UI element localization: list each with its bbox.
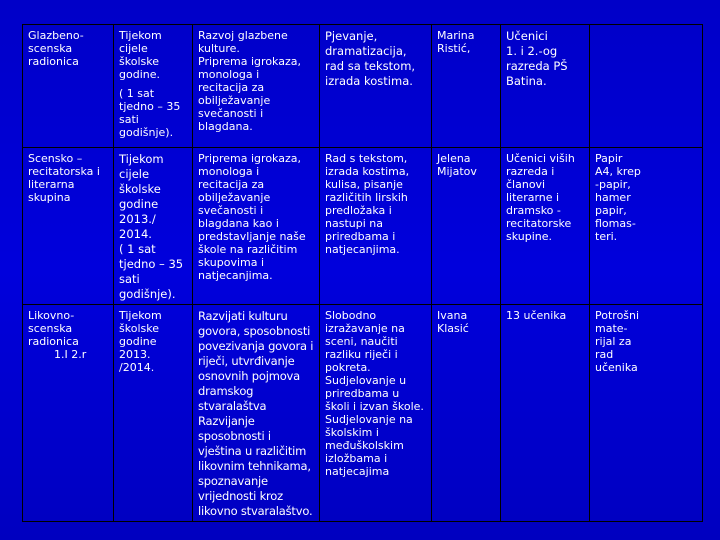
cell-text-line: školske bbox=[119, 322, 159, 335]
cell-text-line: osnovnih pojmova bbox=[198, 369, 301, 383]
cell-text-line: Razvoj glazbene bbox=[198, 29, 288, 42]
cell-text-line: sati bbox=[119, 272, 140, 286]
cell-text-line: /2014. bbox=[119, 361, 155, 374]
cell-text-line: godine bbox=[119, 335, 157, 348]
cell-activity bbox=[23, 148, 114, 305]
cell-text-line: Klasić bbox=[437, 322, 469, 335]
cell-text-line: Priprema igrokaza, bbox=[198, 55, 301, 68]
cell-text-line: svečanosti i bbox=[198, 107, 264, 120]
cell-text-line: Glazbeno- bbox=[28, 29, 84, 42]
cell-text-line: razreda PŠ bbox=[506, 59, 568, 73]
cell-text-line: Batina. bbox=[506, 74, 547, 88]
cell-text-line: kulture. bbox=[198, 42, 240, 55]
cell-text-line: Rad s tekstom, bbox=[325, 152, 408, 165]
cell-text-line: članovi bbox=[506, 178, 546, 191]
cell-text-line: učenika bbox=[595, 361, 638, 374]
cell-activity bbox=[23, 25, 114, 148]
activities-table bbox=[22, 24, 703, 522]
cell-text-line: rad bbox=[595, 348, 614, 361]
table-row bbox=[23, 148, 703, 305]
cell-text-line: Scensko – bbox=[28, 152, 83, 165]
cell-text-line: -papir, bbox=[595, 178, 631, 191]
cell-method bbox=[320, 25, 432, 148]
cell-text-line: 2013. bbox=[119, 348, 151, 361]
cell-text-line: monologa i bbox=[198, 68, 260, 81]
cell-text-line: Priprema igrokaza, bbox=[198, 152, 301, 165]
cell-time bbox=[114, 305, 193, 522]
cell-teacher bbox=[432, 25, 501, 148]
cell-text-line: sceni, naučiti bbox=[325, 335, 398, 348]
cell-text-line: cijele bbox=[119, 42, 148, 55]
cell-text-line: predstavljanje naše bbox=[198, 230, 306, 243]
cell-text-line: godine bbox=[119, 197, 159, 211]
cell-text-line: izložbama i bbox=[325, 452, 388, 465]
cell-text-line: izrada kostima. bbox=[325, 74, 413, 88]
cell-text-line: Pjevanje, bbox=[325, 29, 378, 43]
cell-text-line: cijele bbox=[119, 167, 150, 181]
cell-time bbox=[114, 25, 193, 148]
cell-text-line: škole na različitim bbox=[198, 243, 298, 256]
cell-text-line: Učenici viših bbox=[506, 152, 575, 165]
cell-text-line: flomas- bbox=[595, 217, 636, 230]
cell-materials bbox=[590, 148, 703, 305]
cell-text-line: razliku riječi i bbox=[325, 348, 398, 361]
cell-text-line: spoznavanje bbox=[198, 474, 268, 488]
cell-text-line: mate- bbox=[595, 322, 628, 335]
cell-text-line: scenska bbox=[28, 322, 73, 335]
cell-text-line: ( 1 sat bbox=[119, 242, 156, 256]
cell-text-line: ( 1 sat bbox=[119, 87, 155, 100]
cell-text-line: stvaralaštva bbox=[198, 399, 267, 413]
cell-participants bbox=[501, 148, 590, 305]
cell-text-line: obilježavanje bbox=[198, 191, 271, 204]
cell-text-line: dramatizacija, bbox=[325, 44, 407, 58]
cell-goals bbox=[193, 305, 320, 522]
cell-text-line: Potrošni bbox=[595, 309, 640, 322]
cell-text-line: monologa i bbox=[198, 165, 260, 178]
cell-text-line: povezivanja govora i bbox=[198, 339, 314, 353]
cell-teacher bbox=[432, 148, 501, 305]
cell-text-line: literarna bbox=[28, 178, 75, 191]
cell-text-line: riječi, utvrđivanje bbox=[198, 354, 295, 368]
cell-text-line: školskim i bbox=[325, 426, 379, 439]
cell-text-line: 13 učenika bbox=[506, 309, 567, 322]
cell-text-line: recitatorske bbox=[506, 217, 572, 230]
cell-text-line: 2014. bbox=[119, 227, 152, 241]
cell-text-line: natjecajima bbox=[325, 465, 390, 478]
cell-text-line: scenska bbox=[28, 42, 73, 55]
cell-text-line: dramskog bbox=[198, 384, 254, 398]
cell-text-line: Jelena bbox=[437, 152, 471, 165]
cell-text-line: priredbama u bbox=[325, 387, 400, 400]
cell-text-line: Papir bbox=[595, 152, 623, 165]
cell-text-line: 2013./ bbox=[119, 212, 156, 226]
cell-text-line: recitacija za bbox=[198, 81, 265, 94]
cell-text-line: blagdana. bbox=[198, 120, 253, 133]
cell-text-line: Mijatov bbox=[437, 165, 477, 178]
cell-materials bbox=[590, 305, 703, 522]
cell-participants bbox=[501, 305, 590, 522]
cell-goals bbox=[193, 25, 320, 148]
cell-text-line: papir, bbox=[595, 204, 627, 217]
cell-participants bbox=[501, 25, 590, 148]
cell-text-line: svečanosti i bbox=[198, 204, 264, 217]
cell-text-line: natjecanjima. bbox=[198, 269, 273, 282]
cell-text-line: A4, krep bbox=[595, 165, 641, 178]
cell-text-line: radionica bbox=[28, 335, 79, 348]
cell-text-line: Sudjelovanje na bbox=[325, 413, 413, 426]
cell-text-line: rad sa tekstom, bbox=[325, 59, 416, 73]
cell-text-line: školske bbox=[119, 55, 159, 68]
cell-text-line: sati bbox=[119, 113, 139, 126]
cell-activity bbox=[23, 305, 114, 522]
cell-text-line: sposobnosti i bbox=[198, 429, 271, 443]
cell-text-line: rijal za bbox=[595, 335, 632, 348]
cell-text-line: skupovima i bbox=[198, 256, 265, 269]
cell-text-line: Tijekom bbox=[119, 309, 162, 322]
cell-text-line: natjecanjima. bbox=[325, 243, 400, 256]
cell-text-line: recitacija za bbox=[198, 178, 265, 191]
cell-text-line: godišnje). bbox=[119, 287, 176, 301]
cell-text-line: godine. bbox=[119, 68, 160, 81]
cell-text-line: Tijekom bbox=[119, 152, 164, 166]
table-row bbox=[23, 25, 703, 148]
cell-text-line: 1. i 2.-og bbox=[506, 44, 558, 58]
cell-text-line: godišnje). bbox=[119, 126, 174, 139]
cell-text-line: literarne i bbox=[506, 191, 560, 204]
cell-goals bbox=[193, 148, 320, 305]
cell-text-line: Slobodno bbox=[325, 309, 377, 322]
cell-text-line: Tijekom bbox=[119, 29, 162, 42]
cell-teacher bbox=[432, 305, 501, 522]
cell-text-line: vrijednosti kroz bbox=[198, 489, 283, 503]
cell-text-line: vještina u različitim bbox=[198, 444, 307, 458]
cell-text-line: školske bbox=[119, 182, 161, 196]
cell-text-line: predložaka i bbox=[325, 204, 392, 217]
cell-text-line: tjedno – 35 bbox=[119, 100, 181, 113]
cell-method bbox=[320, 305, 432, 522]
cell-time bbox=[114, 148, 193, 305]
cell-text-line: obilježavanje bbox=[198, 94, 271, 107]
cell-text-line: Ristić, bbox=[437, 42, 471, 55]
table-row bbox=[23, 305, 703, 522]
cell-text-line: školi i izvan škole. bbox=[325, 400, 424, 413]
cell-text-line: Likovno- bbox=[28, 309, 75, 322]
cell-text-line: Učenici bbox=[506, 29, 548, 43]
cell-text-line: nastupi na bbox=[325, 217, 383, 230]
cell-text-line: skupine. bbox=[506, 230, 553, 243]
cell-text-line: Marina bbox=[437, 29, 475, 42]
cell-text-line: radionica bbox=[28, 55, 79, 68]
cell-text-line: likovnim tehnikama, bbox=[198, 459, 311, 473]
cell-text-line: Razvijati kulturu bbox=[198, 309, 288, 323]
cell-text-line: govora, sposobnosti bbox=[198, 324, 311, 338]
cell-materials bbox=[590, 25, 703, 148]
cell-text-line: hamer bbox=[595, 191, 631, 204]
cell-text-line: Ivana bbox=[437, 309, 468, 322]
cell-text-line: međuškolskim bbox=[325, 439, 404, 452]
cell-text-line: tjedno – 35 bbox=[119, 257, 184, 271]
cell-text-line: recitatorska i bbox=[28, 165, 100, 178]
cell-text-line: blagdana kao i bbox=[198, 217, 279, 230]
cell-text-line: pokreta. bbox=[325, 361, 371, 374]
cell-text-line: Razvijanje bbox=[198, 414, 255, 428]
cell-text-line: 1.I 2.r bbox=[54, 348, 87, 361]
cell-method bbox=[320, 148, 432, 305]
cell-text-line: razreda i bbox=[506, 165, 555, 178]
cell-text-line: Sudjelovanje u bbox=[325, 374, 407, 387]
cell-text-line: izrada kostima, bbox=[325, 165, 410, 178]
cell-text-line: skupina bbox=[28, 191, 71, 204]
cell-text-line: kulisa, pisanje bbox=[325, 178, 403, 191]
cell-text-line: izražavanje na bbox=[325, 322, 405, 335]
cell-text-line: likovno stvaralaštvo. bbox=[198, 504, 313, 518]
cell-text-line: dramsko - bbox=[506, 204, 561, 217]
cell-text-line: različitih lirskih bbox=[325, 191, 408, 204]
cell-text-line: priredbama i bbox=[325, 230, 396, 243]
cell-text-line: teri. bbox=[595, 230, 618, 243]
